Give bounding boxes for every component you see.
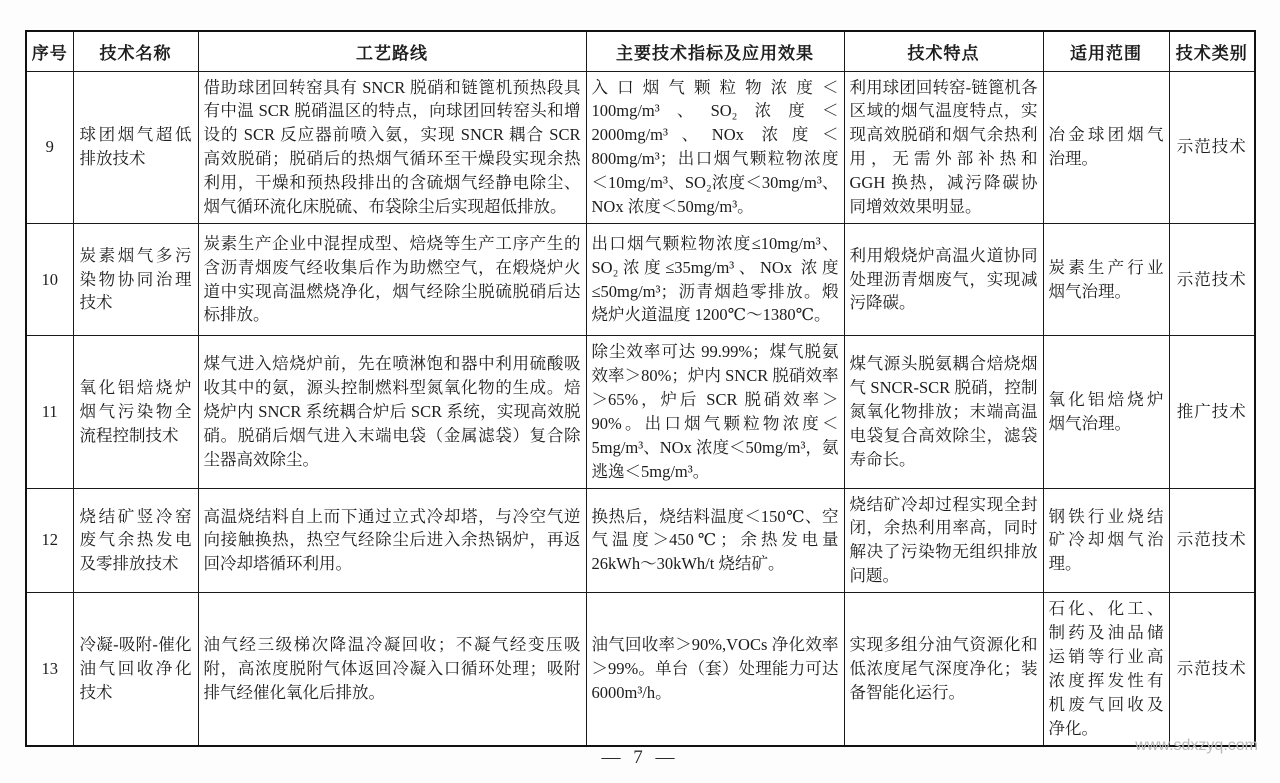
header-indicators: 主要技术指标及应用效果 bbox=[586, 31, 844, 71]
cell-no: 12 bbox=[26, 488, 73, 593]
cell-features: 烧结矿冷却过程实现全封闭，余热利用率高，同时解决了污染物无组织排放问题。 bbox=[844, 488, 1043, 593]
watermark-text: www.sdxzyq.com bbox=[1135, 737, 1258, 754]
table-row bbox=[26, 224, 1255, 336]
cell-scope: 氧化铝焙烧炉烟气治理。 bbox=[1043, 336, 1169, 489]
header-process: 工艺路线 bbox=[198, 31, 586, 71]
cell-no: 10 bbox=[26, 224, 73, 336]
cell-indicators: 换热后，烧结料温度＜150℃、空气温度＞450℃；余热发电量 26kWh～30kWh/t 烧结矿。 bbox=[586, 488, 844, 593]
header-tech-name: 技术名称 bbox=[73, 31, 198, 71]
header-features: 技术特点 bbox=[844, 31, 1043, 71]
cell-no: 13 bbox=[26, 593, 73, 746]
cell-indicators: 油气回收率＞90%,VOCs 净化效率＞99%。单台（套）处理能力可达 6000m³/h。 bbox=[586, 593, 844, 746]
cell-process: 炭素生产企业中混捏成型、焙烧等生产工序产生的含沥青烟废气经收集后作为助燃空气，在煅烧炉火道中实现高温燃烧净化，烟气经除尘脱硫脱硝后达标排放。 bbox=[198, 224, 586, 336]
cell-category: 示范技术 bbox=[1169, 71, 1255, 224]
cell-scope: 钢铁行业烧结矿冷却烟气治理。 bbox=[1043, 488, 1169, 593]
cell-category: 示范技术 bbox=[1169, 593, 1255, 746]
cell-category: 推广技术 bbox=[1169, 336, 1255, 489]
cell-tech-name: 氧化铝焙烧炉烟气污染物全流程控制技术 bbox=[73, 336, 198, 489]
table-header-row bbox=[26, 31, 1255, 71]
cell-no: 9 bbox=[26, 71, 73, 224]
table-row bbox=[26, 336, 1255, 489]
cell-process: 油气经三级梯次降温冷凝回收；不凝气经变压吸附，高浓度脱附气体返回冷凝入口循环处理；吸附排气经催化氧化后排放。 bbox=[198, 593, 586, 746]
cell-scope: 炭素生产行业烟气治理。 bbox=[1043, 224, 1169, 336]
table-row bbox=[26, 488, 1255, 593]
cell-no: 11 bbox=[26, 336, 73, 489]
cell-process: 高温烧结料自上而下通过立式冷却塔，与冷空气逆向接触换热，热空气经除尘后进入余热锅炉，再返回冷却塔循环利用。 bbox=[198, 488, 586, 593]
cell-process: 借助球团回转窑具有 SNCR 脱硝和链篦机预热段具有中温 SCR 脱硝温区的特点，向球团回转窑头和增设的 SCR 反应器前喷入氨，实现 SNCR 耦合 SCR 高效脱硝；脱硝后的热烟气循环至干燥段实现余热利用，干燥和预热段排出的含硫烟气经静电除尘、烟气循环流化床脱硫、布袋除尘后实现超低排放。 bbox=[198, 71, 586, 224]
cell-features: 利用球团回转窑-链篦机各区域的烟气温度特点，实现高效脱硝和烟气余热利用，无需外部补热和 GGH 换热，减污降碳协同增效效果明显。 bbox=[844, 71, 1043, 224]
cell-indicators: 入口烟气颗粒物浓度＜100mg/m³、SO₂浓度＜2000mg/m³、NOx 浓度＜800mg/m³；出口烟气颗粒物浓度＜10mg/m³、SO₂浓度＜30mg/m³、NOx 浓度＜50mg/m³。 bbox=[586, 71, 844, 224]
cell-indicators: 出口烟气颗粒物浓度≤10mg/m³、SO₂浓度≤35mg/m³、NOx 浓度≤50mg/m³；沥青烟趋零排放。煅烧炉火道温度 1200℃～1380℃。 bbox=[586, 224, 844, 336]
cell-features: 煤气源头脱氨耦合焙烧烟气 SNCR-SCR 脱硝，控制氮氧化物排放；末端高温电袋复合高效除尘，滤袋寿命长。 bbox=[844, 336, 1043, 489]
header-category: 技术类别 bbox=[1169, 31, 1255, 71]
cell-tech-name: 球团烟气超低排放技术 bbox=[73, 71, 198, 224]
cell-scope: 冶金球团烟气治理。 bbox=[1043, 71, 1169, 224]
header-no: 序号 bbox=[26, 31, 73, 71]
table-row bbox=[26, 593, 1255, 746]
header-scope: 适用范围 bbox=[1043, 31, 1169, 71]
cell-category: 示范技术 bbox=[1169, 488, 1255, 593]
page-number: — 7 — bbox=[601, 747, 679, 768]
cell-tech-name: 烧结矿竖冷窑废气余热发电及零排放技术 bbox=[73, 488, 198, 593]
cell-tech-name: 炭素烟气多污染物协同治理技术 bbox=[73, 224, 198, 336]
table-row bbox=[26, 71, 1255, 224]
cell-features: 实现多组分油气资源化和低浓度尾气深度净化；装备智能化运行。 bbox=[844, 593, 1043, 746]
cell-indicators: 除尘效率可达 99.99%；煤气脱氨效率＞80%；炉内 SNCR 脱硝效率＞65%，炉后 SCR 脱硝效率＞90%。出口烟气颗粒物浓度＜5mg/m³、NOx 浓度＜50mg/m³，氨逃逸＜5mg/m³。 bbox=[586, 336, 844, 489]
technology-catalog-table bbox=[25, 30, 1256, 747]
cell-features: 利用煅烧炉高温火道协同处理沥青烟废气，实现减污降碳。 bbox=[844, 224, 1043, 336]
cell-tech-name: 冷凝-吸附-催化油气回收净化技术 bbox=[73, 593, 198, 746]
cell-process: 煤气进入焙烧炉前，先在喷淋饱和器中利用硫酸吸收其中的氨，源头控制燃料型氮氧化物的生成。焙烧炉内 SNCR 系统耦合炉后 SCR 系统，实现高效脱硝。脱硝后烟气进入末端电袋（金属滤袋）复合除尘器高效除尘。 bbox=[198, 336, 586, 489]
cell-scope: 石化、化工、制药及油品储运销等行业高浓度挥发性有机废气回收及净化。 bbox=[1043, 593, 1169, 746]
cell-category: 示范技术 bbox=[1169, 224, 1255, 336]
